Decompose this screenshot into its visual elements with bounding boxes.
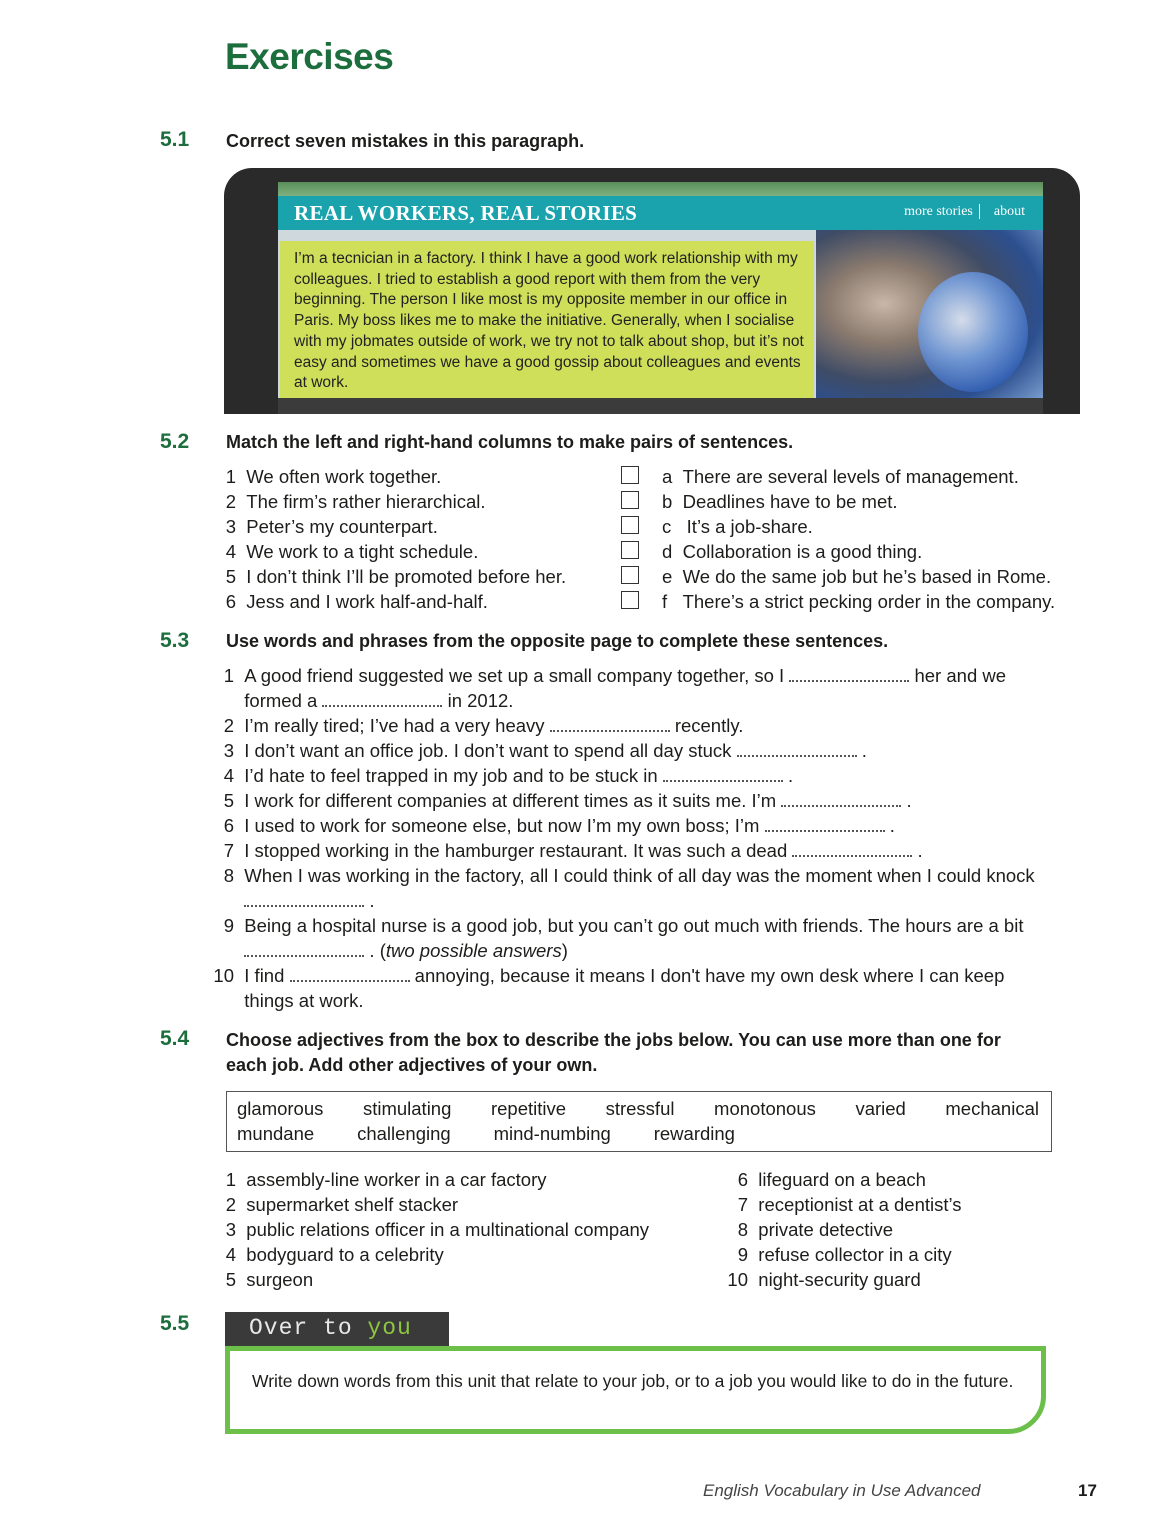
answer-blank[interactable]: [244, 941, 364, 957]
exercise-instruction-5-2: Match the left and right-hand columns to make pairs of sentences.: [226, 432, 794, 452]
answer-checkbox[interactable]: [621, 466, 639, 484]
adjective-word: mind-numbing: [493, 1123, 611, 1144]
list-item: 1 assembly-line worker in a car factory: [225, 1169, 547, 1190]
answer-checkbox[interactable]: [621, 491, 639, 509]
paragraph-box: [280, 241, 814, 398]
screen-bottom-bar: [278, 398, 1043, 414]
list-item: c It’s a job-share.: [662, 516, 813, 537]
adjective-word: stressful: [605, 1098, 675, 1119]
list-item: e We do the same job but he’s based in Rome.: [662, 566, 1052, 587]
answer-blank[interactable]: [290, 966, 410, 982]
list-item: f There’s a strict pecking order in the company.: [662, 591, 1056, 612]
exercise-number-5-5: 5.5: [160, 1312, 190, 1335]
list-item: b Deadlines have to be met.: [662, 491, 898, 512]
list-item: 1 We often work together.: [225, 466, 442, 487]
answer-blank[interactable]: [792, 841, 912, 857]
list-item: 5 I work for different companies at different times as it suits me. I’m .: [223, 790, 912, 811]
list-item: a There are several levels of management.: [662, 466, 1019, 487]
about-link[interactable]: about: [993, 204, 1025, 219]
adjective-row: [237, 1121, 735, 1146]
answer-blank[interactable]: [765, 816, 885, 832]
list-item: 6 lifeguard on a beach: [737, 1169, 926, 1190]
list-item: 1 A good friend suggested we set up a small company together, so I her and we: [223, 665, 1007, 686]
list-item: 5 I don’t think I’ll be promoted before her.: [225, 566, 567, 587]
list-item: 2 I’m really tired; I’ve had a very heavy recently.: [223, 715, 744, 736]
list-item: 10 night-security guard: [727, 1269, 921, 1290]
adjective-word: varied: [855, 1098, 906, 1119]
list-item: 7 receptionist at a dentist’s: [737, 1194, 962, 1215]
list-item: 3 Peter’s my counterpart.: [225, 516, 438, 537]
over-to-you-box: [225, 1346, 1046, 1434]
answer-blank[interactable]: [244, 891, 364, 907]
match-left-column: [218, 464, 566, 614]
list-item: 4 bodyguard to a celebrity: [225, 1244, 444, 1265]
list-item: 9 Being a hospital nurse is a good job, but you can’t go out much with friends. The hours are a bit: [223, 915, 1024, 936]
list-item: formed a in 2012.: [244, 690, 514, 711]
adjective-word: mechanical: [945, 1098, 1039, 1119]
list-item: 2 The firm’s rather hierarchical.: [225, 491, 486, 512]
answer-blank[interactable]: [781, 791, 901, 807]
list-item: 6 I used to work for someone else, but now I’m my own boss; I’m .: [223, 815, 895, 836]
list-item: 5 surgeon: [225, 1269, 314, 1290]
answer-blank[interactable]: [550, 716, 670, 732]
glass-flask-image: [918, 272, 1028, 392]
list-item: . (two possible answers): [208, 938, 1035, 963]
site-banner: [278, 196, 1043, 230]
adjective-row: [237, 1096, 1039, 1121]
adjective-word: rewarding: [653, 1123, 735, 1144]
adjective-box: [226, 1091, 1052, 1152]
answer-checkbox[interactable]: [621, 516, 639, 534]
match-right-column: [662, 464, 1055, 614]
list-item: .: [208, 888, 1035, 913]
over-to-you-text: Write down words from this unit that relate to your job, or to a job you would like to do in the future.: [252, 1371, 1014, 1391]
answer-checkbox[interactable]: [621, 541, 639, 559]
list-item: 8 private detective: [737, 1219, 893, 1240]
list-item: 8 When I was working in the factory, all I could think of all day was the moment when I could knock: [223, 865, 1035, 886]
answer-checkbox[interactable]: [621, 566, 639, 584]
exercise-instruction-5-1: Correct seven mistakes in this paragraph.: [226, 131, 585, 151]
fill-in-list: [208, 663, 1035, 1013]
more-stories-link[interactable]: more stories: [904, 204, 973, 219]
adjective-word: mundane: [237, 1123, 315, 1144]
site-title: REAL WORKERS, REAL STORIES: [294, 201, 638, 225]
over-to-you-label: Over to you: [249, 1315, 412, 1341]
page-title: Exercises: [225, 36, 394, 77]
list-item: 9 refuse collector in a city: [737, 1244, 952, 1265]
exercise-instruction-5-4: Choose adjectives from the box to describe the jobs below. You can use more than one for each job. Add other adjectives of your own.: [226, 1030, 1001, 1075]
adjective-word: repetitive: [490, 1098, 567, 1119]
answer-blank[interactable]: [663, 766, 783, 782]
list-item: 10 I find annoying, because it means I don't have my own desk where I can keep: [213, 965, 1005, 986]
answer-checkbox[interactable]: [621, 591, 639, 609]
book-title: English Vocabulary in Use Advanced: [703, 1481, 981, 1500]
answer-blank[interactable]: [322, 691, 442, 707]
exercise-number-5-4: 5.4: [160, 1027, 190, 1050]
list-item: 4 I’d hate to feel trapped in my job and to be stuck in .: [223, 765, 794, 786]
answer-blank[interactable]: [737, 741, 857, 757]
list-item: 3 public relations officer in a multinational company: [225, 1219, 650, 1240]
answer-blank[interactable]: [789, 666, 909, 682]
tablet-screen: [278, 182, 1043, 414]
list-item: 6 Jess and I work half-and-half.: [225, 591, 488, 612]
adjective-word: stimulating: [362, 1098, 452, 1119]
list-item: 7 I stopped working in the hamburger restaurant. It was such a dead .: [223, 840, 923, 861]
page-number: 17: [1078, 1481, 1097, 1500]
answer-checkboxes: [621, 466, 639, 616]
list-item: d Collaboration is a good thing.: [662, 541, 923, 562]
adjective-word: challenging: [357, 1123, 451, 1144]
exercise-number-5-3: 5.3: [160, 629, 190, 652]
adjective-word: monotonous: [714, 1098, 816, 1119]
jobs-left-column: [218, 1167, 649, 1292]
list-item: 2 supermarket shelf stacker: [225, 1194, 459, 1215]
list-item: 3 I don’t want an office job. I don’t want to spend all day stuck .: [223, 740, 867, 761]
worker-paragraph: I’m a tecnician in a factory. I think I have a good work relationship with my colleagues. I tried to establish a good report with them from the very beginning. The person I like most is my opposite member in our office in Paris. My boss likes me to make the initiative. Generally, when I socialise with my jobmates outside of work, we try not to talk about shop, but it’s not easy and sometimes we have a good gossip about colleagues and events at work.: [294, 250, 804, 392]
exercise-number-5-1: 5.1: [160, 128, 190, 151]
over-to-you-tab: [225, 1312, 449, 1346]
list-item: things at work.: [244, 990, 364, 1011]
adjective-word: glamorous: [237, 1098, 324, 1119]
jobs-right-column: [724, 1167, 962, 1292]
browser-top-bar: [278, 182, 1043, 196]
exercise-instruction-5-3: Use words and phrases from the opposite page to complete these sentences.: [226, 631, 889, 651]
list-item: 4 We work to a tight schedule.: [225, 541, 479, 562]
site-nav: [900, 204, 1029, 220]
exercise-number-5-2: 5.2: [160, 430, 190, 453]
